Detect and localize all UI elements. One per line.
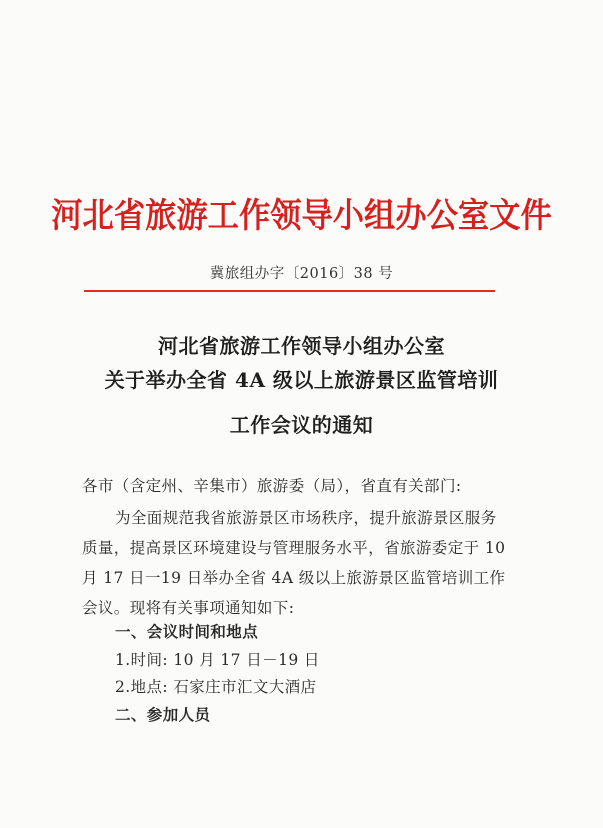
issuer-header-title: 河北省旅游工作领导小组办公室文件 <box>51 196 552 236</box>
notice-title-line-1: 河北省旅游工作领导小组办公室 <box>158 334 445 358</box>
item-place: 2.地点: 石家庄市汇文大酒店 <box>115 678 317 696</box>
document-number: 冀旅组办字〔2016〕38 号 <box>209 266 394 282</box>
section-heading-time-place: 一、会议时间和地点 <box>115 622 259 641</box>
paragraph-line: 月 17 日一19 日举办全省 4A 级以上旅游景区监管培训工作 <box>82 569 506 587</box>
salutation: 各市（含定州、辛集市）旅游委（局），省直有关部门: <box>82 477 462 495</box>
paragraph-line: 质量，提高景区环境建设与管理服务水平，省旅游委定于 10 <box>82 539 506 557</box>
item-time: 1.时间: 10 月 17 日－19 日 <box>115 651 320 669</box>
paragraph-line: 为全面规范我省旅游景区市场秩序，提升旅游景区服务 <box>115 509 497 527</box>
notice-title-line-2: 关于举办全省 4A 级以上旅游景区监管培训 <box>104 368 499 392</box>
paragraph-line: 会议。现将有关事项通知如下: <box>82 599 295 617</box>
red-divider-line <box>84 290 495 292</box>
notice-title-line-3: 工作会议的通知 <box>229 413 374 437</box>
section-heading-participants: 二、参加人员 <box>115 705 211 724</box>
